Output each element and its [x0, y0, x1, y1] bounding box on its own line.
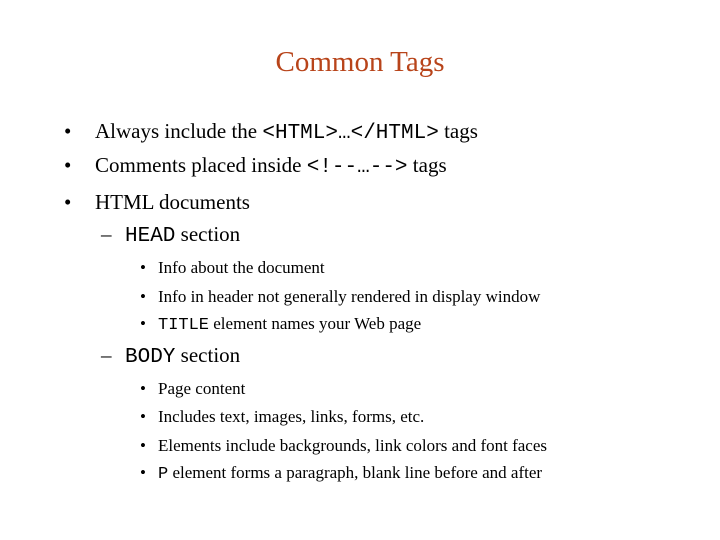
head-item-text: Info in header not generally rendered in display window [158, 287, 541, 306]
bullet-text: HTML documents [95, 190, 250, 214]
bullet-marker: • [140, 436, 146, 455]
code-head: HEAD [125, 225, 176, 248]
bullet-text-suffix: tags [438, 119, 478, 143]
sub-bullet-text: section [175, 222, 241, 246]
body-item-text: Elements include backgrounds, link colors and font faces [158, 436, 547, 455]
bullet-text-suffix: tags [407, 153, 447, 177]
body-item-text: element forms a paragraph, blank line before and after [168, 463, 543, 482]
bullet-marker: • [140, 314, 146, 333]
code-title: TITLE [158, 316, 210, 335]
dash-marker: – [101, 343, 112, 367]
code-body: BODY [125, 346, 176, 369]
code-p: P [158, 465, 169, 484]
body-item-text: Page content [158, 379, 246, 398]
dash-marker: – [101, 222, 112, 246]
code-html-tags: <HTML>…</HTML> [262, 122, 439, 145]
bullet-marker: • [64, 153, 72, 177]
bullet-text: Always include the [95, 119, 263, 143]
body-item-text: Includes text, images, links, forms, etc. [158, 407, 425, 426]
bullet-text: Comments placed inside [95, 153, 307, 177]
bullet-marker: • [140, 287, 146, 306]
head-item-text: element names your Web page [209, 314, 422, 333]
code-comment-tags: <!--…--> [306, 156, 408, 179]
bullet-marker: • [140, 407, 146, 426]
head-item-text: Info about the document [158, 258, 325, 277]
bullet-marker: • [140, 463, 146, 482]
bullet-marker: • [64, 119, 72, 143]
sub-bullet-text: section [175, 343, 241, 367]
bullet-marker: • [140, 379, 146, 398]
bullet-marker: • [64, 190, 72, 214]
slide-title: Common Tags [275, 46, 445, 78]
bullet-marker: • [140, 258, 146, 277]
